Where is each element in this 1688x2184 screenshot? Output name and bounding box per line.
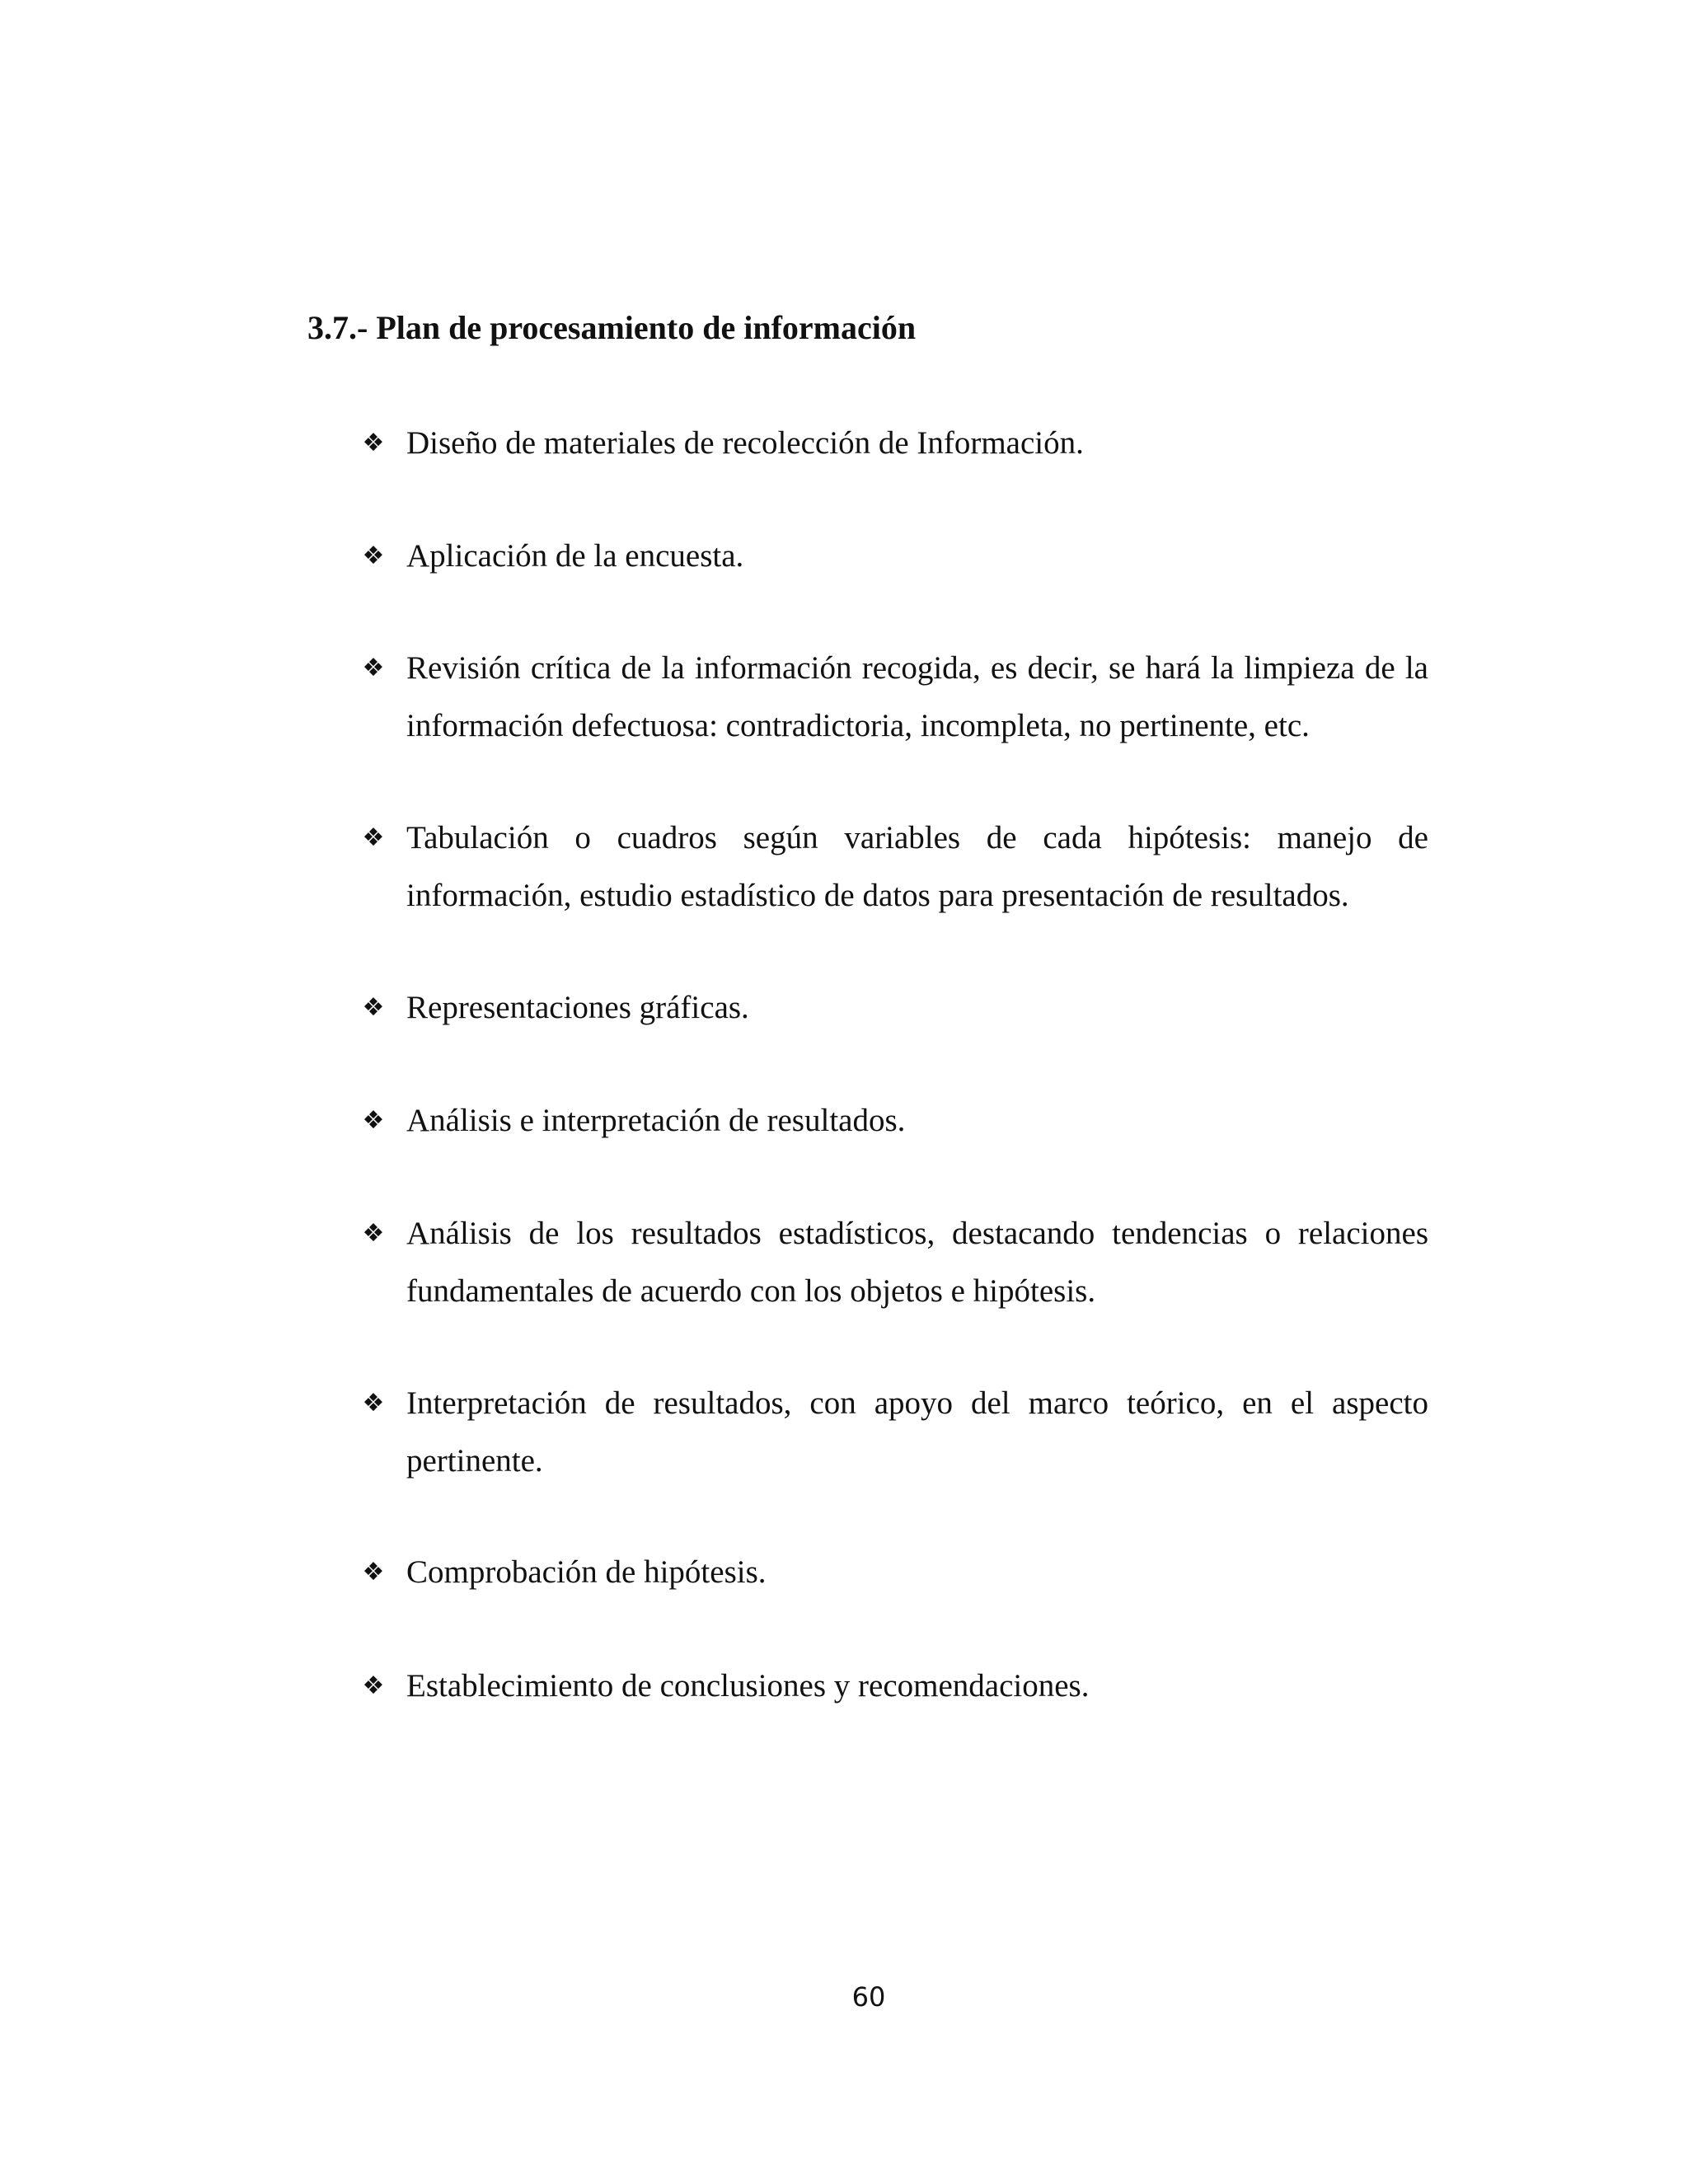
diamond-bullet-icon: ❖ bbox=[362, 823, 385, 852]
diamond-bullet-icon: ❖ bbox=[362, 1558, 385, 1586]
list-item-text: Análisis e interpretación de resultados. bbox=[406, 1103, 906, 1138]
list-item-text: Análisis de los resultados estadísticos, destacando tendencias o relaciones fundamentales de acuerdo con los objetos e hipótesis. bbox=[406, 1216, 1428, 1309]
diamond-bullet-icon: ❖ bbox=[362, 1219, 385, 1248]
section-heading: 3.7.- Plan de procesamiento de información bbox=[307, 309, 917, 346]
diamond-bullet-icon: ❖ bbox=[362, 429, 385, 457]
list-item-text: Representaciones gráficas. bbox=[406, 990, 749, 1025]
diamond-bullet-icon: ❖ bbox=[362, 1671, 385, 1700]
diamond-bullet-icon: ❖ bbox=[362, 654, 385, 682]
list-item-text: Establecimiento de conclusiones y recomendaciones. bbox=[406, 1668, 1090, 1704]
diamond-bullet-icon: ❖ bbox=[362, 993, 385, 1022]
list-item-text: Comprobación de hipótesis. bbox=[406, 1554, 767, 1590]
diamond-bullet-icon: ❖ bbox=[362, 541, 385, 570]
list-item-text: Aplicación de la encuesta. bbox=[406, 538, 744, 574]
diamond-bullet-icon: ❖ bbox=[362, 1389, 385, 1418]
page-number: 60 bbox=[851, 1981, 886, 2013]
list-item-text: Diseño de materiales de recolección de Información. bbox=[406, 425, 1084, 461]
list-item-text: Tabulación o cuadros según variables de cada hipótesis: manejo de información, estudio estadístico de datos para presentación de resultados. bbox=[406, 820, 1428, 913]
diamond-bullet-icon: ❖ bbox=[362, 1106, 385, 1135]
list-item-text: Interpretación de resultados, con apoyo del marco teórico, en el aspecto pertinente. bbox=[406, 1385, 1428, 1479]
list-item-text: Revisión crítica de la información recogida, es decir, se hará la limpieza de la información defectuosa: contradictoria, incompleta, no pertinente, etc. bbox=[406, 650, 1428, 743]
